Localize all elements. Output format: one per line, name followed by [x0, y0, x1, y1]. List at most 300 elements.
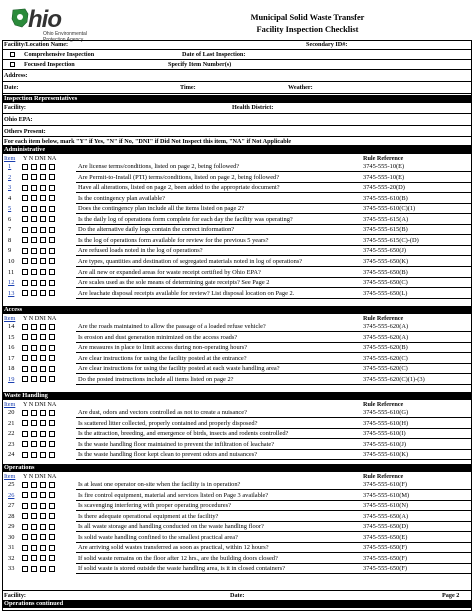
checklist-item: [2, 440, 472, 450]
item-number[interactable]: 12: [8, 279, 15, 287]
comprehensive-checkbox[interactable]: [10, 52, 15, 57]
na-checkbox[interactable]: [49, 355, 55, 361]
no-checkbox[interactable]: [31, 534, 37, 540]
yes-checkbox[interactable]: [22, 174, 28, 180]
item-number: 23: [8, 440, 15, 448]
checklist-item: [2, 343, 472, 353]
date-row: [2, 82, 472, 94]
item-number: 33: [8, 565, 15, 573]
weather-label: Weather:: [288, 84, 313, 91]
item-question: Are the roads maintained to allow the passage of a loaded refuse vehicle?: [78, 323, 266, 330]
dni-checkbox[interactable]: [40, 334, 46, 340]
item-rule-reference: 3745-555-650(J): [363, 247, 406, 255]
checklist-item: [2, 204, 472, 214]
dni-checkbox[interactable]: [40, 206, 46, 212]
answer-checkboxes: [22, 185, 58, 193]
yes-checkbox[interactable]: [22, 290, 28, 296]
ohio-state-outline-icon: [10, 8, 30, 28]
item-question: Is scavenging interfering with proper operating procedures?: [78, 502, 231, 510]
rule-reference-header: Rule Reference: [363, 155, 404, 162]
item-number[interactable]: 19: [8, 375, 15, 383]
answer-checkboxes: [22, 431, 58, 439]
item-question: Are license terms/conditions, listed on page 2, being followed?: [78, 163, 240, 170]
no-checkbox[interactable]: [31, 324, 37, 330]
item-question: Do the posted instructions include all items listed on page 2?: [78, 375, 234, 383]
item-number: 6: [8, 215, 12, 223]
answer-checkboxes: [22, 227, 58, 235]
item-rule-reference: 3745-555-615(A): [363, 215, 409, 223]
yes-checkbox[interactable]: [22, 376, 28, 382]
no-checkbox[interactable]: [31, 410, 37, 416]
secondary-id-label: Secondary ID#:: [306, 41, 348, 48]
facility-location-row: [2, 40, 472, 50]
dni-checkbox[interactable]: [40, 290, 46, 296]
item-question: Do the alternative daily logs contain the correct information?: [78, 226, 235, 234]
answer-checkboxes: [22, 503, 58, 511]
na-checkbox[interactable]: [49, 324, 55, 330]
no-checkbox[interactable]: [31, 290, 37, 296]
answer-checkboxes: [22, 566, 58, 574]
yes-checkbox[interactable]: [22, 566, 28, 572]
item-question: Is the waste handling floor kept clean to prevent odors and nuisances?: [78, 451, 258, 459]
na-checkbox[interactable]: [49, 492, 55, 498]
logo-word: hio: [28, 6, 61, 33]
item-question: Is the waste handling floor maintained to prevent the infiltration of leachate?: [78, 440, 275, 448]
yes-checkbox[interactable]: [22, 524, 28, 530]
row-divider: [76, 459, 472, 460]
na-checkbox[interactable]: [49, 566, 55, 572]
checklist-item: [2, 173, 472, 183]
item-rule-reference: 3745-555-650(K): [363, 257, 409, 265]
item-question: If solid waste remains on the floor after 12 hrs., are the building doors closed?: [78, 554, 278, 562]
na-checkbox[interactable]: [49, 237, 55, 243]
yes-checkbox[interactable]: [22, 258, 28, 264]
answer-checkboxes: [22, 482, 58, 490]
yes-checkbox[interactable]: [22, 431, 28, 437]
na-checkbox[interactable]: [49, 366, 55, 372]
item-question: Are types, quantities and destination of segregated materials noted in log of operations?: [78, 257, 303, 265]
yes-checkbox[interactable]: [22, 366, 28, 372]
item-number: 20: [8, 409, 15, 416]
answer-checkboxes: [22, 345, 58, 353]
no-checkbox[interactable]: [31, 376, 37, 382]
item-number: 18: [8, 365, 15, 373]
answer-checkboxes: [22, 420, 58, 428]
others-present-label: Others Present:: [4, 128, 46, 135]
answer-checkboxes: [22, 164, 58, 172]
page-number: Page 2: [442, 592, 460, 599]
na-checkbox[interactable]: [49, 290, 55, 296]
na-checkbox[interactable]: [49, 376, 55, 382]
item-question: If solid waste is stored outside the waste handling area, is it in closed containers?: [78, 565, 286, 573]
ohio-epa-label: Ohio EPA:: [4, 116, 33, 123]
no-checkbox[interactable]: [31, 482, 37, 488]
yes-checkbox[interactable]: [22, 513, 28, 519]
item-rule-reference: 3745-555-620(C): [363, 365, 408, 373]
na-checkbox[interactable]: [49, 545, 55, 551]
answer-checkboxes: [22, 248, 58, 256]
na-checkbox[interactable]: [49, 503, 55, 509]
item-column-header[interactable]: Item: [4, 401, 16, 408]
dni-checkbox[interactable]: [40, 503, 46, 509]
no-checkbox[interactable]: [31, 366, 37, 372]
no-checkbox[interactable]: [31, 258, 37, 264]
na-checkbox[interactable]: [49, 534, 55, 540]
row-divider: [76, 298, 472, 299]
na-checkbox[interactable]: [49, 431, 55, 437]
item-column-header[interactable]: Item: [4, 473, 16, 480]
dni-checkbox[interactable]: [40, 441, 46, 447]
dni-checkbox[interactable]: [40, 545, 46, 551]
dni-checkbox[interactable]: [40, 482, 46, 488]
checklist-item: [2, 194, 472, 204]
no-checkbox[interactable]: [31, 524, 37, 530]
answer-checkboxes: [22, 534, 58, 542]
na-checkbox[interactable]: [49, 513, 55, 519]
na-checkbox[interactable]: [49, 452, 55, 458]
address-row: [2, 70, 472, 82]
no-checkbox[interactable]: [31, 164, 37, 170]
item-number[interactable]: 2: [8, 173, 12, 181]
dni-checkbox[interactable]: [40, 355, 46, 361]
dni-checkbox[interactable]: [40, 280, 46, 286]
item-rule-reference: 3745-555-650(F): [363, 544, 408, 552]
item-question: Are all new or expanded areas for waste receipt certified by Ohio EPA?: [78, 268, 261, 276]
checklist-item: [2, 162, 472, 172]
item-rule-reference: 3745-555-620(C): [363, 354, 408, 362]
item-question: Are refused loads noted in the log of operations?: [78, 247, 203, 255]
no-checkbox[interactable]: [31, 545, 37, 551]
yes-checkbox[interactable]: [22, 555, 28, 561]
yes-checkbox[interactable]: [22, 216, 28, 222]
answer-checkboxes: [22, 492, 58, 500]
no-checkbox[interactable]: [31, 503, 37, 509]
others-present-row: [2, 126, 472, 137]
answer-checkboxes: [22, 524, 58, 532]
item-question: Is the contingency plan available?: [78, 194, 165, 202]
dni-checkbox[interactable]: [40, 227, 46, 233]
no-checkbox[interactable]: [31, 206, 37, 212]
no-checkbox[interactable]: [31, 355, 37, 361]
dni-checkbox[interactable]: [40, 555, 46, 561]
checklist-item: [2, 268, 472, 278]
item-rule-reference: 3745-555-610(B): [363, 194, 408, 202]
dni-checkbox[interactable]: [40, 195, 46, 201]
dni-checkbox[interactable]: [40, 237, 46, 243]
item-number[interactable]: 1: [8, 163, 12, 170]
item-question: Is there adequate operational equipment at the facility?: [78, 512, 219, 520]
checklist-item: [2, 419, 472, 429]
item-question: Are dust, odors and vectors controlled as not to create a nuisance?: [78, 409, 247, 416]
checklist-item: [2, 278, 472, 288]
answer-checkboxes: [22, 355, 58, 363]
no-checkbox[interactable]: [31, 269, 37, 275]
answer-checkboxes: [22, 410, 58, 418]
rule-reference-header: Rule Reference: [363, 473, 404, 480]
item-rule-reference: 3745-555-650(F): [363, 565, 408, 573]
dni-checkbox[interactable]: [40, 216, 46, 222]
checklist-item: [2, 501, 472, 511]
answer-columns-header: Y N DNI NA: [23, 315, 57, 322]
last-inspection-label: Date of Last Inspection:: [182, 51, 246, 58]
dni-checkbox[interactable]: [40, 324, 46, 330]
dni-checkbox[interactable]: [40, 174, 46, 180]
answer-checkboxes: [22, 258, 58, 266]
item-number: 9: [8, 247, 12, 255]
no-checkbox[interactable]: [31, 195, 37, 201]
yes-checkbox[interactable]: [22, 482, 28, 488]
yes-checkbox[interactable]: [22, 334, 28, 340]
checklist-item: [2, 522, 472, 532]
ohio-epa-logo: [10, 4, 120, 43]
na-checkbox[interactable]: [49, 227, 55, 233]
yes-checkbox[interactable]: [22, 452, 28, 458]
na-checkbox[interactable]: [49, 248, 55, 254]
item-number: 14: [8, 323, 15, 330]
item-number: 10: [8, 257, 15, 265]
representatives-bar: Inspection Representatives: [2, 95, 472, 103]
yes-checkbox[interactable]: [22, 355, 28, 361]
item-rule-reference: 3745-555-610(K): [363, 451, 409, 459]
item-number[interactable]: 26: [8, 491, 15, 499]
item-number: 16: [8, 344, 15, 352]
item-number: 25: [8, 481, 15, 488]
dni-checkbox[interactable]: [40, 566, 46, 572]
item-number: 27: [8, 502, 15, 510]
item-question: Are Permit-to-Install (PTI) terms/conditions, listed on page 2, being followed?: [78, 173, 280, 181]
item-question: Is all waste storage and handling conducted on the waste handling floor?: [78, 523, 264, 531]
item-question: Is scattered litter collected, properly contained and properly disposed?: [78, 419, 258, 427]
na-checkbox[interactable]: [49, 164, 55, 170]
yes-checkbox[interactable]: [22, 185, 28, 191]
footer-date-label: Date:: [230, 592, 245, 599]
item-question: Is the log of operations form available for review for the previous 5 years?: [78, 236, 269, 244]
item-rule-reference: 3745-555-610(N): [363, 502, 409, 510]
no-checkbox[interactable]: [31, 492, 37, 498]
na-checkbox[interactable]: [49, 280, 55, 286]
logo-subtitle: Ohio Environmental Protection Agency: [43, 31, 87, 43]
operations-continued-bar: Operations continued: [2, 600, 472, 608]
no-checkbox[interactable]: [31, 334, 37, 340]
item-column-header[interactable]: Item: [4, 155, 16, 162]
dni-checkbox[interactable]: [40, 431, 46, 437]
yes-checkbox[interactable]: [22, 237, 28, 243]
yes-checkbox[interactable]: [22, 492, 28, 498]
dni-checkbox[interactable]: [40, 248, 46, 254]
dni-checkbox[interactable]: [40, 366, 46, 372]
dni-checkbox[interactable]: [40, 513, 46, 519]
yes-checkbox[interactable]: [22, 195, 28, 201]
no-checkbox[interactable]: [31, 566, 37, 572]
answer-checkboxes: [22, 237, 58, 245]
na-checkbox[interactable]: [49, 420, 55, 426]
na-checkbox[interactable]: [49, 441, 55, 447]
checklist-item: [2, 236, 472, 246]
no-checkbox[interactable]: [31, 513, 37, 519]
answer-checkboxes: [22, 334, 58, 342]
item-question: Is the daily log of operations form complete for each day the facility was operating?: [78, 215, 293, 223]
no-checkbox[interactable]: [31, 420, 37, 426]
item-number[interactable]: 3: [8, 184, 12, 192]
dni-checkbox[interactable]: [40, 345, 46, 351]
na-checkbox[interactable]: [49, 216, 55, 222]
item-rule-reference: 3745-555-10(E): [363, 173, 405, 181]
checklist-item: [2, 322, 472, 332]
answer-checkboxes: [22, 216, 58, 224]
no-checkbox[interactable]: [31, 216, 37, 222]
item-rule-reference: 3745-555-620(A): [363, 333, 409, 341]
na-checkbox[interactable]: [49, 174, 55, 180]
item-question: Is the attraction, breeding, and emergence of birds, insects and rodents controlled?: [78, 430, 289, 438]
item-number[interactable]: 5: [8, 205, 12, 213]
item-column-header[interactable]: Item: [4, 315, 16, 322]
na-checkbox[interactable]: [49, 410, 55, 416]
na-checkbox[interactable]: [49, 206, 55, 212]
item-rule-reference: 3745-555-610(J): [363, 440, 406, 448]
no-checkbox[interactable]: [31, 345, 37, 351]
na-checkbox[interactable]: [49, 345, 55, 351]
no-checkbox[interactable]: [31, 280, 37, 286]
answer-checkboxes: [22, 555, 58, 563]
yes-checkbox[interactable]: [22, 420, 28, 426]
no-checkbox[interactable]: [31, 248, 37, 254]
no-checkbox[interactable]: [31, 555, 37, 561]
yes-checkbox[interactable]: [22, 248, 28, 254]
answer-checkboxes: [22, 324, 58, 332]
yes-checkbox[interactable]: [22, 227, 28, 233]
item-number: 17: [8, 354, 15, 362]
no-checkbox[interactable]: [31, 185, 37, 191]
item-rule-reference: 3745-555-650(E): [363, 533, 408, 541]
item-number: 4: [8, 194, 12, 202]
dni-checkbox[interactable]: [40, 258, 46, 264]
dni-checkbox[interactable]: [40, 269, 46, 275]
checklist-item: [2, 543, 472, 553]
section-bar-operations: Operations: [2, 464, 472, 472]
ohio-epa-row: [2, 114, 472, 126]
dni-checkbox[interactable]: [40, 420, 46, 426]
item-number[interactable]: 13: [8, 289, 15, 297]
column-header: [2, 400, 472, 408]
answer-checkboxes: [22, 366, 58, 374]
na-checkbox[interactable]: [49, 334, 55, 340]
item-rule-reference: 3745-555-620(A): [363, 323, 409, 330]
item-number: 30: [8, 533, 15, 541]
specify-items-label: Specify Item Number(s): [168, 61, 232, 68]
item-question: Have all alterations, listed on page 2, been added to the appropriate document?: [78, 184, 280, 192]
dni-checkbox[interactable]: [40, 452, 46, 458]
focused-label: Focused Inspection: [24, 61, 75, 68]
answer-columns-header: Y N DNI NA: [23, 155, 57, 162]
na-checkbox[interactable]: [49, 555, 55, 561]
item-rule-reference: 3745-555-650(A): [363, 512, 409, 520]
answer-checkboxes: [22, 376, 58, 384]
no-checkbox[interactable]: [31, 237, 37, 243]
yes-checkbox[interactable]: [22, 545, 28, 551]
item-rule-reference: 3745-555-610(C)(1): [363, 205, 416, 213]
dni-checkbox[interactable]: [40, 534, 46, 540]
rule-reference-header: Rule Reference: [363, 401, 404, 408]
yes-checkbox[interactable]: [22, 503, 28, 509]
date-label: Date:: [4, 84, 19, 91]
checklist-item: [2, 225, 472, 235]
dni-checkbox[interactable]: [40, 185, 46, 191]
item-number: 22: [8, 430, 15, 438]
item-question: Are arriving solid wastes transferred as soon as practical, within 12 hours?: [78, 544, 269, 552]
dni-checkbox[interactable]: [40, 376, 46, 382]
time-label: Time:: [180, 84, 196, 91]
yes-checkbox[interactable]: [22, 280, 28, 286]
checklist-item: [2, 257, 472, 267]
answer-checkboxes: [22, 513, 58, 521]
no-checkbox[interactable]: [31, 441, 37, 447]
checklist-item: [2, 354, 472, 364]
item-rule-reference: 3745-555-650(F): [363, 554, 408, 562]
column-header: [2, 314, 472, 322]
item-rule-reference: 3745-555-610(G): [363, 409, 409, 416]
checklist-item: [2, 429, 472, 439]
dni-checkbox[interactable]: [40, 164, 46, 170]
item-rule-reference: 3745-555-615(B): [363, 226, 408, 234]
yes-checkbox[interactable]: [22, 441, 28, 447]
yes-checkbox[interactable]: [22, 410, 28, 416]
checklist-item: [2, 450, 472, 460]
na-checkbox[interactable]: [49, 258, 55, 264]
na-checkbox[interactable]: [49, 524, 55, 530]
focused-checkbox[interactable]: [10, 62, 15, 67]
item-question: Are scales used as the sole means of determining gate receipts? See Page 2: [78, 279, 270, 287]
item-number: 11: [8, 268, 15, 276]
dni-checkbox[interactable]: [40, 410, 46, 416]
item-rule-reference: 3745-555-610(I): [363, 430, 406, 438]
no-checkbox[interactable]: [31, 452, 37, 458]
answer-checkboxes: [22, 290, 58, 298]
item-number: 8: [8, 236, 12, 244]
checklist-item: [2, 364, 472, 374]
dni-checkbox[interactable]: [40, 492, 46, 498]
yes-checkbox[interactable]: [22, 164, 28, 170]
na-checkbox[interactable]: [49, 269, 55, 275]
item-rule-reference: 3745-555-610(F): [363, 481, 408, 488]
na-checkbox[interactable]: [49, 482, 55, 488]
item-rule-reference: 3745-555-650(L): [363, 289, 408, 297]
facility-rep-row: [2, 103, 472, 114]
yes-checkbox[interactable]: [22, 269, 28, 275]
item-number: 15: [8, 333, 15, 341]
yes-checkbox[interactable]: [22, 345, 28, 351]
checklist-item: [2, 333, 472, 343]
na-checkbox[interactable]: [49, 185, 55, 191]
yes-checkbox[interactable]: [22, 324, 28, 330]
no-checkbox[interactable]: [31, 174, 37, 180]
yes-checkbox[interactable]: [22, 206, 28, 212]
item-rule-reference: 3745-555-620(B): [363, 344, 408, 352]
dni-checkbox[interactable]: [40, 524, 46, 530]
answer-columns-header: Y N DNI NA: [23, 401, 57, 408]
rule-reference-header: Rule Reference: [363, 315, 404, 322]
facility-location-label: Facility/Location Name:: [4, 41, 69, 48]
item-question: Is solid waste handling confined to the smallest practical area?: [78, 533, 238, 541]
yes-checkbox[interactable]: [22, 534, 28, 540]
no-checkbox[interactable]: [31, 431, 37, 437]
checklist-item: [2, 533, 472, 543]
row-divider: [76, 384, 472, 385]
no-checkbox[interactable]: [31, 227, 37, 233]
checklist-item: [2, 375, 472, 385]
item-question: Is erosion and dust generation minimized on the access roads?: [78, 333, 238, 341]
item-number: 32: [8, 554, 15, 562]
na-checkbox[interactable]: [49, 195, 55, 201]
